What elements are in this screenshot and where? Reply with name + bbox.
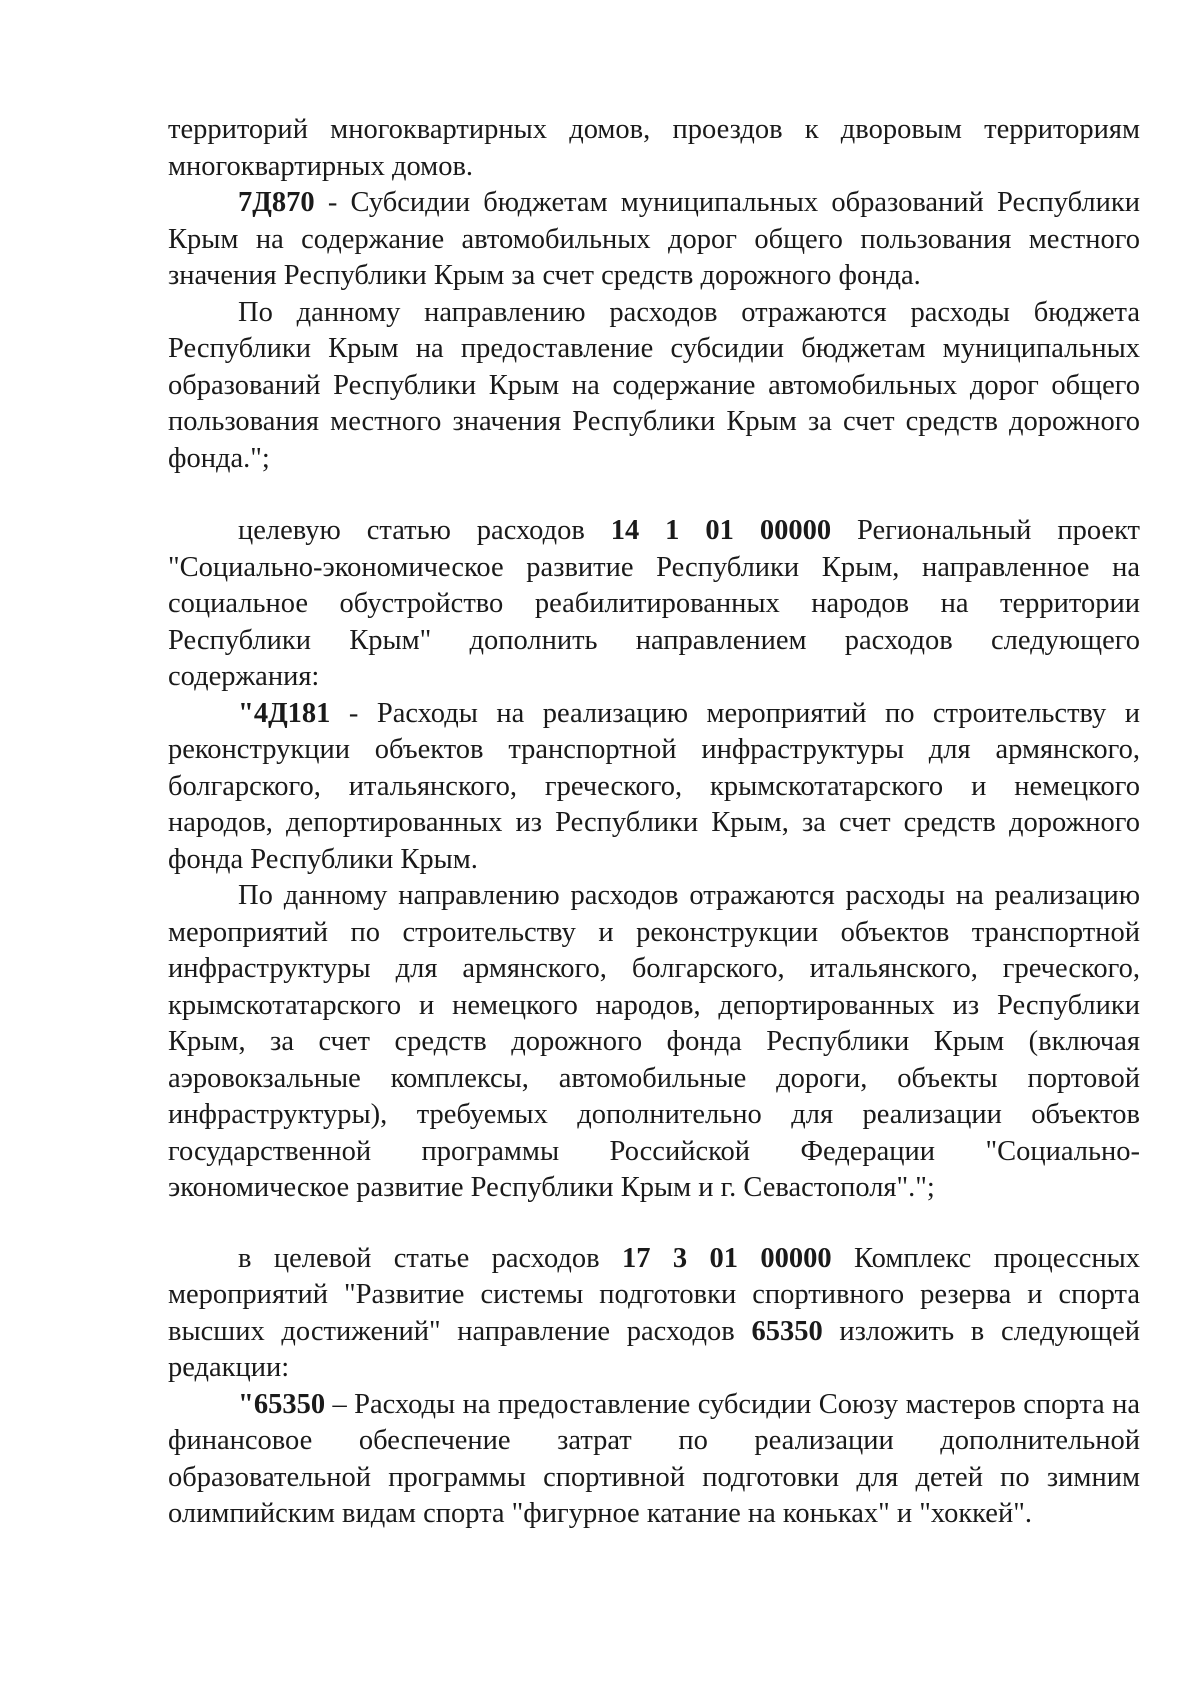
spacer: [168, 1207, 1140, 1241]
paragraph-text: территорий многоквартирных домов, проездов к дворовым территориям многоквартирных домов.: [168, 114, 1140, 182]
paragraph-text: – Расходы на предоставление субсидии Союзу мастеров спорта на финансовое обеспечение затрат по реализации дополнительной образовательной программы спортивной подготовки для детей по зимним олимпийским видам спорта "фигурное катание на коньках" и "хоккей".: [168, 1388, 1140, 1529]
paragraph-text: - Расходы на реализацию мероприятий по строительству и реконструкции объектов транспортной инфраструктуры для армянского, болгарского, итальянского, греческого, крымскотатарского и немецкого народов, депортированных из Республики Крым, за счет средств дорожного фонда Республики Крым.: [168, 697, 1140, 875]
expense-code: 65350: [253, 1388, 326, 1420]
quote-mark: ": [238, 1388, 254, 1420]
paragraph-7d870-description: [168, 295, 1140, 478]
paragraph-continuation: [168, 112, 1140, 185]
target-article-code: 17 3 01 00000: [622, 1242, 832, 1274]
quote-mark: ": [238, 697, 254, 729]
paragraph-7d870: [168, 185, 1140, 295]
paragraph-text: в целевой статье расходов: [238, 1242, 622, 1274]
paragraph-65350: [168, 1387, 1140, 1533]
paragraph-text: Региональный проект "Социально-экономическое развитие Республики Крым, направленное на социальное обустройство реабилитированных народов на территории Республики Крым" дополнить направлением расходов следующего содержания:: [168, 515, 1141, 692]
paragraph-target-article-14: [168, 513, 1140, 696]
document-page: [168, 112, 1140, 1533]
paragraph-text: По данному направлению расходов отражаются расходы на реализацию мероприятий по строительству и реконструкции объектов транспортной инфраструктуры для армянского, болгарского, итальянского, греческого, крымскотатарского и немецкого народов, депортированных из Республики Крым, за счет средств дорожного фонда Республики Крым (включая аэровокзальные комплексы, автомобильные дороги, объекты портовой инфраструктуры), требуемых дополнительно для реализации объектов государственной программы Российской Федерации "Социально-экономическое развитие Республики Крым и г. Севастополя".";: [168, 880, 1140, 1203]
expense-code: 65350: [751, 1315, 823, 1347]
expense-code: 7Д870: [238, 187, 315, 218]
paragraph-text: Комплекс процессных мероприятий "Развитие системы подготовки спортивного резерва и спорта высших достижений" направление расходов: [168, 1242, 1141, 1347]
paragraph-text: целевую статью расходов: [238, 515, 611, 546]
paragraph-target-article-17: [168, 1241, 1140, 1387]
paragraph-text: По данному направлению расходов отражаются расходы бюджета Республики Крым на предоставление субсидии бюджетам муниципальных образований Республики Крым на содержание автомобильных дорог общего пользования местного значения Республики Крым за счет средств дорожного фонда.";: [168, 296, 1140, 474]
expense-code: 4Д181: [253, 697, 331, 729]
target-article-code: 14 1 01 00000: [610, 515, 832, 546]
paragraph-text: - Субсидии бюджетам муниципальных образований Республики Крым на содержание автомобильных дорог общего пользования местного значения Республики Крым за счет средств дорожного фонда.: [168, 187, 1140, 291]
paragraph-4d181-description: [168, 878, 1140, 1207]
paragraph-4d181: [168, 696, 1140, 879]
spacer: [168, 477, 1140, 513]
paragraph-text: изложить в следующей редакции:: [168, 1315, 1140, 1383]
